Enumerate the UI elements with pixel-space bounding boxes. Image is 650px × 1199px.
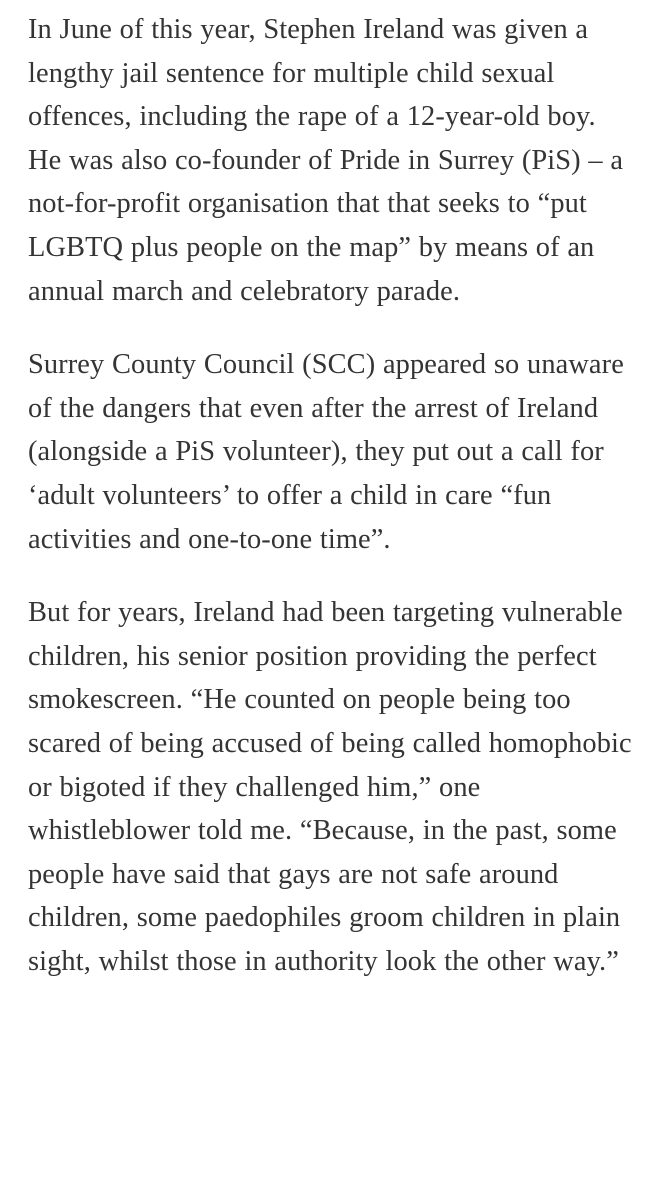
paragraph-whistleblower-quote: But for years, Ireland had been targeting vulnerable children, his senior position providing the perfect smokescreen. “He counted on people being too scared of being accused of being called homophobic or bigoted if they challenged him,” one whistleblower told me. “Because, in the past, some people have said that gays are not safe around children, some paedophiles groom children in plain sight, whilst those in authority look the other way.”	[28, 597, 632, 977]
paragraph-stephen-ireland-sentence: In June of this year, Stephen Ireland was given a lengthy jail sentence for multiple child sexual offences, including the rape of a 12-year-old boy. He was also co-founder of Pride in Surrey (PiS) – a not-for-profit organisation that that seeks to “put LGBTQ plus people on the map” by means of an annual march and celebratory parade.	[28, 14, 624, 307]
paragraph-surrey-county-council: Surrey County Council (SCC) appeared so unaware of the dangers that even after the arrest of Ireland (alongside a PiS volunteer), they put out a call for ‘adult volunteers’ to offer a child in care “fun activities and one-to-one time”.	[28, 349, 624, 555]
